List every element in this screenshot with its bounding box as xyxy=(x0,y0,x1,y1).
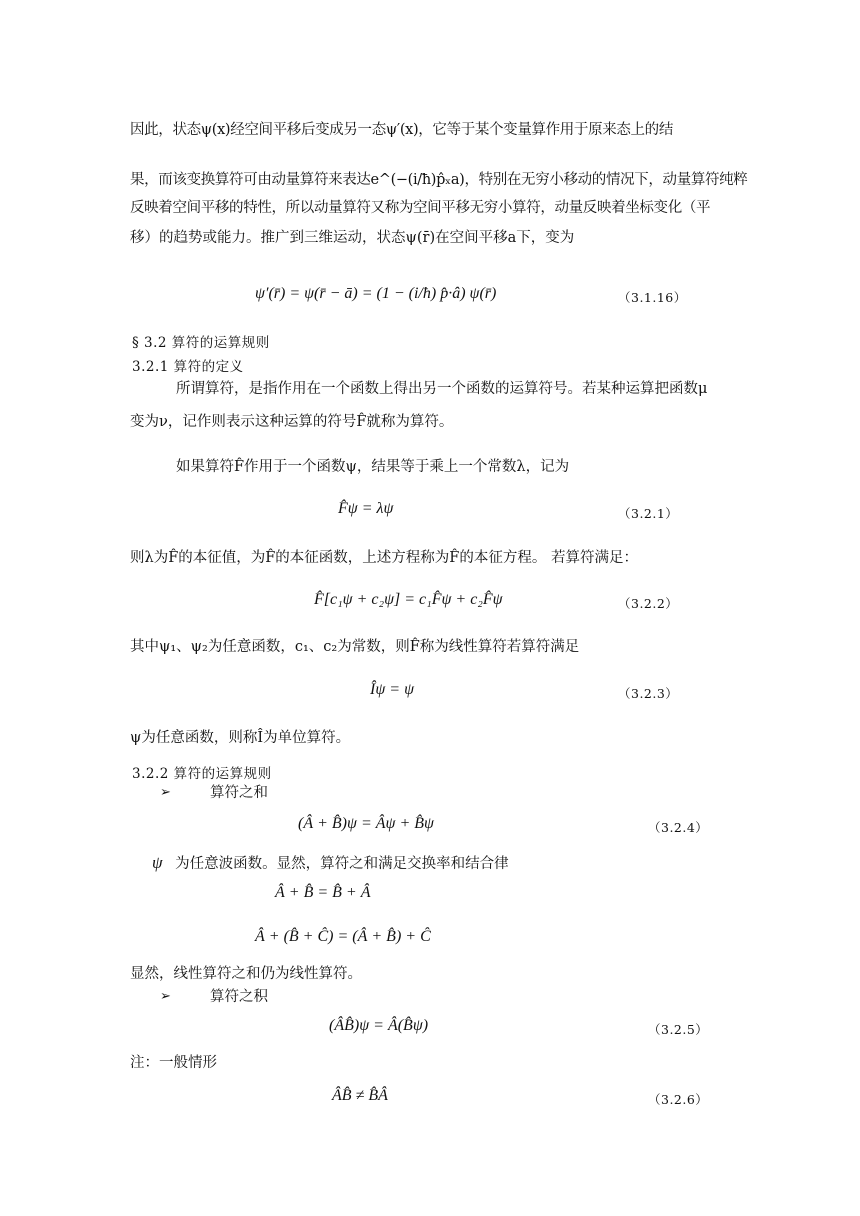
sum-description-text: 为任意波函数。显然，算符之和满足交换率和结合律 xyxy=(175,856,509,872)
bullet-sum-label: 算符之和 xyxy=(210,785,268,801)
equation-number-3-2-3: （3.2.3） xyxy=(618,686,679,701)
bullet-product-label: 算符之积 xyxy=(210,989,268,1005)
unit-operator-text: ψ为任意函数，则称Î为单位算符。 xyxy=(130,730,351,746)
bullet-arrow-icon: ➢ xyxy=(160,785,171,800)
psi-symbol: ψ xyxy=(152,853,163,872)
equation-commutative: Â + B̂ = B̂ + Â xyxy=(275,884,371,901)
intro-line-2: 果，而该变换算符可由动量算符来表达e^(−(i/ħ)p̂ₓa)，特别在无穷小移动的情况下，动量算符纯粹 xyxy=(130,172,748,188)
equation-3-2-1: F̂ψ = λψ xyxy=(338,500,394,517)
equation-number-3-2-2: （3.2.2） xyxy=(618,596,679,611)
intro-line-1: 因此，状态ψ(x)经空间平移后变成另一态ψ′(x)，它等于某个变量算作用于原来态上的结 xyxy=(130,122,673,138)
equation-number-3-2-4: （3.2.4） xyxy=(648,820,709,835)
subsection-heading-3-2-2: 3.2.2 算符的运算规则 xyxy=(132,766,272,782)
note-text: 注：一般情形 xyxy=(130,1055,217,1071)
equation-number-3-2-6: （3.2.6） xyxy=(648,1092,709,1107)
equation-3-2-5: (ÂB̂)ψ = Â(B̂ψ) xyxy=(329,1017,429,1034)
equation-3-2-6: ÂB̂ ≠ B̂Â xyxy=(332,1087,388,1104)
linear-sum-text: 显然，线性算符之和仍为线性算符。 xyxy=(130,966,362,982)
equation-3-2-3: Îψ = ψ xyxy=(370,681,414,698)
equation-number-3-2-1: （3.2.1） xyxy=(618,506,679,521)
intro-line-4: 移）的趋势或能力。推广到三维运动，状态ψ(r̄)在空间平移a下，变为 xyxy=(130,230,575,246)
subsection-heading-3-2-1: 3.2.1 算符的定义 xyxy=(132,359,244,375)
definition-line-2: 变为ν，记作则表示这种运算的符号F̂就称为算符。 xyxy=(130,414,454,430)
equation-3-2-2: F̂[c₁ψ + c₂ψ] = c₁F̂ψ + c₂F̂ψ xyxy=(314,591,503,608)
equation-number-3-1-16: （3.1.16） xyxy=(618,290,687,305)
eigen-intro-text: 如果算符F̂作用于一个函数ψ，结果等于乘上一个常数λ，记为 xyxy=(176,459,570,475)
bullet-arrow-icon: ➢ xyxy=(160,989,171,1004)
sum-description xyxy=(152,853,509,874)
linear-operator-text: 其中ψ₁、ψ₂为任意函数，c₁、c₂为常数，则F̂称为线性算符若算符满足 xyxy=(130,639,580,655)
equation-3-2-4: (Â + B̂)ψ = Âψ + B̂ψ xyxy=(298,815,434,832)
equation-number-3-2-5: （3.2.5） xyxy=(648,1022,709,1037)
section-heading-3-2: § 3.2 算符的运算规则 xyxy=(132,335,270,351)
definition-line-1: 所谓算符，是指作用在一个函数上得出另一个函数的运算符号。若某种运算把函数μ xyxy=(176,381,708,397)
equation-associative: Â + (B̂ + Ĉ) = (Â + B̂) + Ĉ xyxy=(255,928,431,945)
eigen-definition-text: 则λ为F̂的本征值，为F̂的本征函数，上述方程称为F̂的本征方程。 若算符满足： xyxy=(130,550,638,566)
intro-line-3: 反映着空间平移的特性，所以动量算符又称为空间平移无穷小算符，动量反映着坐标变化（平 xyxy=(130,200,711,216)
equation-3-1-16: ψ′(r̄) = ψ(r̄ − ā) = (1 − (i/ħ) p̂·â) ψ(r̄) xyxy=(255,285,497,302)
